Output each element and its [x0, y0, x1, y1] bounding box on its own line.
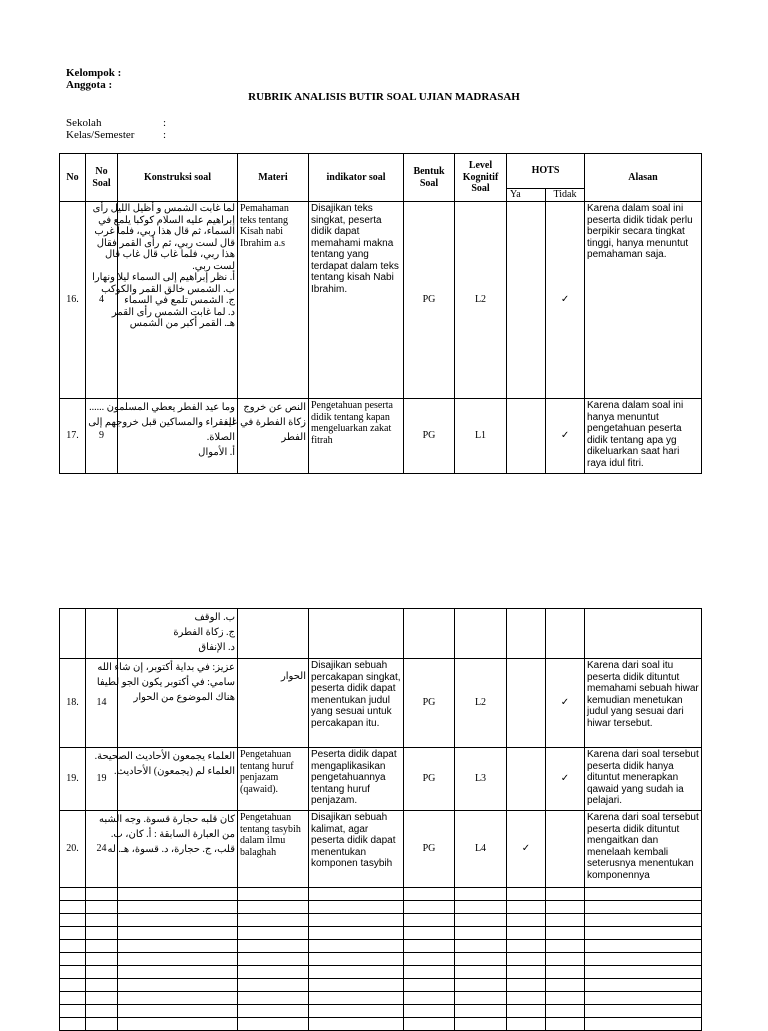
empty-cell: [585, 979, 702, 992]
konstruksi-line: إبراهيم عليه السلام كوكبا يلمع في: [98, 214, 235, 226]
empty-cell: [546, 914, 585, 927]
empty-cell: [404, 888, 455, 901]
konstruksi-line: العلماء لم (يجمعون) الأحاديث.: [114, 766, 235, 777]
row-no: 18.: [60, 659, 86, 748]
empty-cell: [238, 1018, 309, 1031]
empty-cell: [118, 992, 238, 1005]
table-row: [60, 202, 702, 399]
konstruksi-line: ب. الوقف: [194, 612, 235, 623]
empty-cell: [507, 927, 546, 940]
empty-cell: [455, 1018, 507, 1031]
empty-cell: [455, 992, 507, 1005]
empty-cell: [455, 914, 507, 927]
empty-cell: [546, 901, 585, 914]
empty-cell: [585, 953, 702, 966]
empty-cell: [507, 940, 546, 953]
empty-cell: [309, 940, 404, 953]
header-row: [60, 154, 702, 189]
konstruksi-line: للفقراء والمساكين قبل خروجهم إلى: [88, 417, 235, 428]
row-no: 20.: [60, 811, 86, 888]
row-indikator: Pengetahuan peserta didik tentang kapan mengeluarkan zakat fitrah: [309, 399, 404, 474]
table-row: [60, 748, 702, 811]
empty-cell: [309, 1018, 404, 1031]
empty-cell: [238, 1005, 309, 1018]
row-bentuk: PG: [404, 748, 455, 811]
empty-cell: [60, 940, 86, 953]
empty-table-row: [60, 992, 702, 1005]
row-bentuk: PG: [404, 811, 455, 888]
empty-cell: [404, 940, 455, 953]
row-level: L2: [455, 659, 507, 748]
empty-cell: [86, 940, 118, 953]
empty-cell: [585, 1018, 702, 1031]
empty-cell: [404, 914, 455, 927]
empty-rows: [60, 888, 702, 1031]
empty-cell: [60, 927, 86, 940]
row-indikator: Disajikan teks singkat, peserta didik dapat memahami makna tentang yang terdapat dalam teks tentang kisah Nabi Ibrahim.: [309, 202, 404, 399]
empty-cell: [118, 966, 238, 979]
empty-cell: [404, 901, 455, 914]
row-hots-ya: [507, 202, 546, 399]
empty-cell: [404, 1018, 455, 1031]
empty-cell: [309, 966, 404, 979]
materi-line: الفطر: [281, 432, 306, 443]
empty-cell: [60, 992, 86, 1005]
row-bentuk: [404, 609, 455, 659]
empty-cell: [404, 979, 455, 992]
empty-table-row: [60, 953, 702, 966]
sekolah-label: Sekolah: [66, 117, 102, 129]
empty-cell: [404, 953, 455, 966]
kelompok-label: Kelompok :: [66, 67, 122, 79]
empty-table-row: [60, 901, 702, 914]
row-no: 16.: [60, 202, 86, 399]
empty-table-row: [60, 888, 702, 901]
konstruksi-line: ج. الشمس تلمع في السماء: [124, 295, 235, 306]
konstruksi-line: لست ربي.: [192, 260, 235, 272]
empty-cell: [118, 1018, 238, 1031]
empty-cell: [507, 888, 546, 901]
empty-cell: [118, 979, 238, 992]
row-materi: Pengetahuan tentang huruf penjazam (qawaid).: [238, 748, 309, 811]
row-no-soal: 9: [86, 399, 118, 474]
row-hots-ya: [507, 609, 546, 659]
empty-cell: [60, 901, 86, 914]
empty-cell: [585, 966, 702, 979]
empty-cell: [238, 901, 309, 914]
empty-cell: [585, 914, 702, 927]
row-hots-tidak: [546, 811, 585, 888]
konstruksi-line: هذا ربي، فلما غاب قال غاب قال: [105, 249, 235, 260]
table-row: [60, 399, 702, 474]
col-header-alasan: Alasan: [585, 154, 702, 202]
empty-table-row: [60, 914, 702, 927]
konstruksi-line: قلب، ج. حجارة، د. قسوة، هـ. له: [107, 844, 235, 855]
empty-cell: [404, 1005, 455, 1018]
empty-cell: [60, 979, 86, 992]
row-bentuk: PG: [404, 399, 455, 474]
rubric-table-page-1: [59, 153, 702, 474]
empty-table-row: [60, 940, 702, 953]
kelas-colon: :: [163, 129, 167, 141]
row-materi: [223, 399, 309, 474]
empty-cell: [238, 979, 309, 992]
row-hots-ya-check-icon: ✓: [507, 811, 546, 888]
row-no-soal: 4: [86, 202, 118, 399]
document-title: RUBRIK ANALISIS BUTIR SOAL UJIAN MADRASAH: [248, 91, 520, 103]
empty-cell: [455, 953, 507, 966]
row-konstruksi: [92, 202, 238, 399]
row-no-soal: [86, 609, 118, 659]
empty-cell: [546, 1005, 585, 1018]
empty-cell: [585, 927, 702, 940]
table-row: [60, 811, 702, 888]
empty-cell: [585, 992, 702, 1005]
empty-cell: [238, 927, 309, 940]
empty-cell: [309, 888, 404, 901]
empty-cell: [404, 966, 455, 979]
row-hots-tidak: [546, 609, 585, 659]
empty-cell: [546, 940, 585, 953]
empty-cell: [546, 992, 585, 1005]
row-materi: [238, 609, 309, 659]
row-materi: Pemahaman teks tentang Kisah nabi Ibrahim a.s: [238, 202, 309, 399]
empty-cell: [546, 927, 585, 940]
row-materi: الحوار: [238, 659, 309, 748]
row-indikator: Disajikan sebuah percakapan singkat, peserta didik dapat menentukan judul yang sesuai untuk percakapan itu.: [309, 659, 404, 748]
empty-cell: [118, 940, 238, 953]
empty-cell: [455, 940, 507, 953]
row-bentuk: PG: [404, 202, 455, 399]
row-materi: Pengetahuan tentang tasybih dalam ilmu balaghah: [238, 811, 309, 888]
konstruksi-line: هناك الموضوع من الحوار: [133, 692, 235, 703]
row-hots-ya: [507, 659, 546, 748]
row-konstruksi: [88, 399, 238, 474]
row-bentuk: PG: [404, 659, 455, 748]
row-level: L4: [455, 811, 507, 888]
empty-cell: [118, 927, 238, 940]
col-header-ya: Ya: [507, 189, 546, 202]
row-alasan: Karena dalam soal ini peserta didik tidak perlu berpikir secara tingkat tinggi, hanya menuntut pemahaman saja.: [585, 202, 702, 399]
row-konstruksi: [118, 609, 238, 659]
konstruksi-line: قال لست ربي، ثم رأى القمر فقال: [96, 237, 235, 249]
empty-cell: [404, 927, 455, 940]
empty-cell: [238, 914, 309, 927]
empty-cell: [86, 953, 118, 966]
col-header-konstruksi: Konstruksi soal: [118, 154, 238, 202]
empty-cell: [86, 901, 118, 914]
empty-cell: [507, 901, 546, 914]
row-alasan: Karena dari soal tersebut peserta didik dituntut mengaitkan dan menelaah kembali seterusnya menentukan komponennya: [585, 811, 702, 888]
empty-cell: [60, 1018, 86, 1031]
col-header-tidak: Tidak: [546, 189, 585, 202]
row-hots-tidak-check-icon: ✓: [546, 748, 585, 811]
col-header-level: Level Kognitif Soal: [455, 154, 507, 202]
konstruksi-line: ج. زكاة الفطرة: [173, 627, 235, 638]
empty-cell: [118, 888, 238, 901]
row-hots-ya: [507, 748, 546, 811]
sekolah-colon: :: [163, 117, 167, 129]
konstruksi-line: هـ. القمر أكبر من الشمس: [129, 318, 235, 329]
row-no-soal: 24: [86, 811, 118, 888]
empty-cell: [507, 914, 546, 927]
row-level: L1: [455, 399, 507, 474]
row-no-soal: 19: [86, 748, 118, 811]
konstruksi-line: العلماء يجمعون الأحاديث الصحيحة.: [94, 751, 235, 762]
empty-table-row: [60, 966, 702, 979]
empty-cell: [86, 888, 118, 901]
empty-cell: [86, 966, 118, 979]
empty-cell: [455, 979, 507, 992]
materi-line: النص عن خروج: [243, 402, 306, 413]
empty-cell: [238, 966, 309, 979]
row-level: L3: [455, 748, 507, 811]
empty-cell: [507, 979, 546, 992]
empty-cell: [238, 888, 309, 901]
empty-cell: [507, 1005, 546, 1018]
empty-cell: [86, 927, 118, 940]
empty-cell: [309, 927, 404, 940]
empty-cell: [507, 953, 546, 966]
row-indikator: Peserta didik dapat mengaplikasikan pengetahuannya tentang huruf penjazam.: [309, 748, 404, 811]
empty-cell: [507, 992, 546, 1005]
empty-cell: [546, 1018, 585, 1031]
row-alasan: Karena dalam soal ini hanya menuntut pengetahuan peserta didik tentang apa yg dikeluarkan saat hari raya idul fitri.: [585, 399, 702, 474]
empty-cell: [309, 914, 404, 927]
row-level: [455, 609, 507, 659]
empty-cell: [585, 1005, 702, 1018]
konstruksi-line: لما غابت الشمس و أظيل الليل رأى: [92, 203, 235, 214]
empty-cell: [60, 888, 86, 901]
empty-cell: [86, 979, 118, 992]
empty-cell: [118, 1005, 238, 1018]
empty-cell: [238, 953, 309, 966]
empty-cell: [585, 901, 702, 914]
table-row: [60, 659, 702, 748]
empty-cell: [585, 940, 702, 953]
row-indikator: Disajikan sebuah kalimat, agar peserta didik dapat menentukan komponen tasybih: [309, 811, 404, 888]
empty-table-row: [60, 1005, 702, 1018]
konstruksi-line: سامي: في أكتوبر يكون الجو لطيفا: [96, 677, 235, 688]
empty-cell: [309, 1005, 404, 1018]
empty-cell: [118, 953, 238, 966]
konstruksi-line: د. الإنفاق: [198, 642, 235, 653]
rubric-table-page-2: [59, 608, 702, 1031]
konstruksi-line: ب. الشمس خالق القمر والكوكب: [101, 283, 235, 295]
konstruksi-line: أ. نظر إبراهيم إلى السماء ليلا ونهارا: [92, 272, 235, 283]
empty-cell: [118, 901, 238, 914]
empty-table-row: [60, 979, 702, 992]
empty-cell: [507, 1018, 546, 1031]
empty-cell: [309, 953, 404, 966]
kelas-semester-label: Kelas/Semester: [66, 129, 135, 141]
konstruksi-line: د. لما غابت الشمس رأى القمر: [111, 306, 235, 318]
empty-cell: [60, 914, 86, 927]
empty-cell: [585, 888, 702, 901]
konstruksi-line: عزيز: في بداية أكتوبر، إن شاء الله: [97, 662, 235, 673]
empty-cell: [455, 888, 507, 901]
row-hots-ya: [507, 399, 546, 474]
empty-cell: [404, 992, 455, 1005]
empty-cell: [507, 966, 546, 979]
empty-cell: [455, 966, 507, 979]
table-row-continuation: [60, 609, 702, 659]
row-no: [60, 609, 86, 659]
row-indikator: [309, 609, 404, 659]
empty-cell: [60, 1005, 86, 1018]
konstruksi-line: السماء، ثم قال هذا ربي، فلما غرب: [94, 226, 235, 237]
empty-cell: [309, 979, 404, 992]
empty-cell: [455, 901, 507, 914]
empty-cell: [546, 966, 585, 979]
empty-cell: [86, 1005, 118, 1018]
materi-line: زكاة الفطرة في عيد: [223, 417, 306, 428]
col-header-hots: HOTS: [507, 154, 585, 189]
empty-table-row: [60, 927, 702, 940]
empty-cell: [86, 1018, 118, 1031]
empty-cell: [546, 953, 585, 966]
empty-cell: [118, 914, 238, 927]
empty-cell: [238, 940, 309, 953]
row-no-soal: 14: [86, 659, 118, 748]
konstruksi-line: الصلاة.: [206, 432, 235, 443]
konstruksi-line: وما عيد الفطر يعطي المسلمون ......: [89, 402, 235, 413]
row-no: 19.: [60, 748, 86, 811]
empty-cell: [546, 888, 585, 901]
empty-cell: [455, 927, 507, 940]
konstruksi-line: كان قلبه حجارة قسوة. وجه الشبه: [99, 814, 235, 825]
row-alasan: [585, 609, 702, 659]
empty-cell: [238, 992, 309, 1005]
empty-cell: [60, 953, 86, 966]
anggota-label: Anggota :: [66, 79, 113, 91]
empty-cell: [309, 992, 404, 1005]
empty-table-row: [60, 1018, 702, 1031]
empty-cell: [86, 992, 118, 1005]
row-alasan: Karena dari soal itu peserta didik dituntut memahami sebuah hiwar kemudian menetukan judul yang sesuai dari hiwar tersebut.: [585, 659, 702, 748]
col-header-indikator: indikator soal: [309, 154, 404, 202]
row-hots-tidak-check-icon: ✓: [546, 659, 585, 748]
row-hots-tidak-check-icon: ✓: [546, 399, 585, 474]
col-header-bentuk: Bentuk Soal: [404, 154, 455, 202]
col-header-materi: Materi: [238, 154, 309, 202]
empty-cell: [86, 914, 118, 927]
row-level: L2: [455, 202, 507, 399]
konstruksi-line: من العبارة السابقة : أ. كان، ب.: [110, 829, 235, 840]
col-header-no: No: [60, 154, 86, 202]
empty-cell: [309, 901, 404, 914]
col-header-no-soal: No Soal: [86, 154, 118, 202]
empty-cell: [546, 979, 585, 992]
konstruksi-line: أ. الأموال: [198, 447, 235, 458]
row-no: 17.: [60, 399, 86, 474]
row-hots-tidak-check-icon: ✓: [546, 202, 585, 399]
empty-cell: [60, 966, 86, 979]
empty-cell: [455, 1005, 507, 1018]
row-alasan: Karena dari soal tersebut peserta didik hanya dituntut menerapkan qawaid yang sudah ia pelajari.: [585, 748, 702, 811]
